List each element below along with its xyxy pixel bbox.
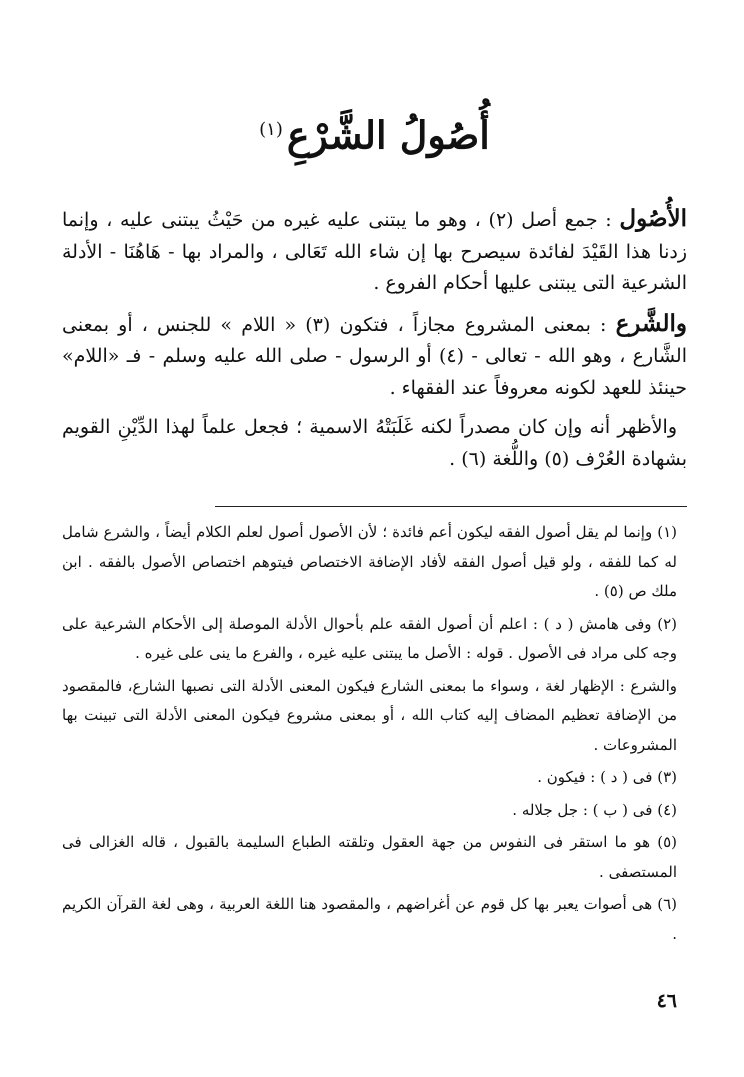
paragraph-lead-term: والشَّرع	[615, 309, 687, 337]
paragraph-body: : بمعنى المشروع مجازاً ، فتكون (٣) « اللام » للجنس ، أو بمعنى الشَّارع ، وهو الله - تعالى - (٤) أو الرسول - صلى الله عليه وسلم - فـ «اللام» حينئذ للعهد لكونه معروفاً عند الفقهاء .	[62, 313, 687, 399]
paragraph-body: والأظهر أنه وإن كان مصدراً لكنه غَلَبَتْهُ الاسمية ؛ فجعل علماً لهذا الدِّيْنِ القويم بشهادة العُرْف (٥) واللُّغة (٦) .	[62, 416, 687, 470]
paragraph-azhar	[62, 412, 687, 475]
chapter-title-text: أُصُولُ الشَّرْعِ	[286, 112, 490, 158]
chapter-title	[62, 100, 687, 166]
footnote: (١) وإنما لم يقل أصول الفقه ليكون أعم فائدة ؛ لأن الأصول أصول لعلم الكلام أيضاً ، والشرع شامل له كما للفقه ، ولو قيل أصول الفقه لأفاد الإضافة الاختصاص فيتوهم اختصاص الأصول بالفقه . ابن ملك ص (٥) .	[62, 523, 677, 600]
footnote: (٥) هو ما استقر فى النفوس من جهة العقول وتلقته الطباع السليمة بالقبول ، قاله الغزالى فى المستصفى .	[62, 833, 677, 881]
paragraph-lead-term: الأُصُول	[619, 205, 687, 232]
main-text	[62, 203, 687, 483]
paragraph-usul	[62, 203, 687, 300]
footnote: (٢) وفى هامش ( د ) : اعلم أن أصول الفقه علم بأحوال الأدلة الموصلة إلى الأحكام الشرعية على وجه كلى مراد فى الأصول . قوله : الأصل ما يبتنى عليه غيره ، والفرع ما ينى على غيره .	[62, 614, 677, 662]
page-number: ٤٦	[656, 990, 677, 1012]
footnote: (٦) هى أصوات يعبر بها كل قوم عن أغراضهم ، والمقصود هنا اللغة العربية ، وهى لغة القرآن الكريم .	[62, 895, 677, 943]
paragraph-body: : جمع أصل (٢) ، وهو ما يبتنى عليه غيره من حَيْثُ يبتنى عليه ، وإنما زدنا هذا القَيْدَ لفائدة سيصرح بها إن شاء الله تَعَالى ، والمراد بها - هَاهُنَا - الأدلة الشرعية التى يبتنى عليها أحكام الفروع .	[62, 209, 687, 294]
footnote: (٤) فى ( ب ) : جل جلاله .	[512, 800, 677, 819]
footnote-separator	[215, 506, 687, 507]
footnote-continuation: والشرع : الإظهار لغة ، وسواء ما بمعنى الشارع فيكون المعنى الأدلة التى نصبها الشارع، فالمقصود من الإضافة تعظيم المضاف إليه كتاب الله ، أو بمعنى مشروع فيكون المعنى الأدلة التى تبينت بها المشروعات .	[62, 676, 677, 754]
paragraph-shar	[62, 308, 687, 405]
title-footnote-ref: (١)	[259, 119, 283, 140]
book-page	[62, 0, 687, 1077]
footnote: (٣) فى ( د ) : فيكون .	[537, 768, 677, 786]
footnotes	[62, 518, 687, 952]
